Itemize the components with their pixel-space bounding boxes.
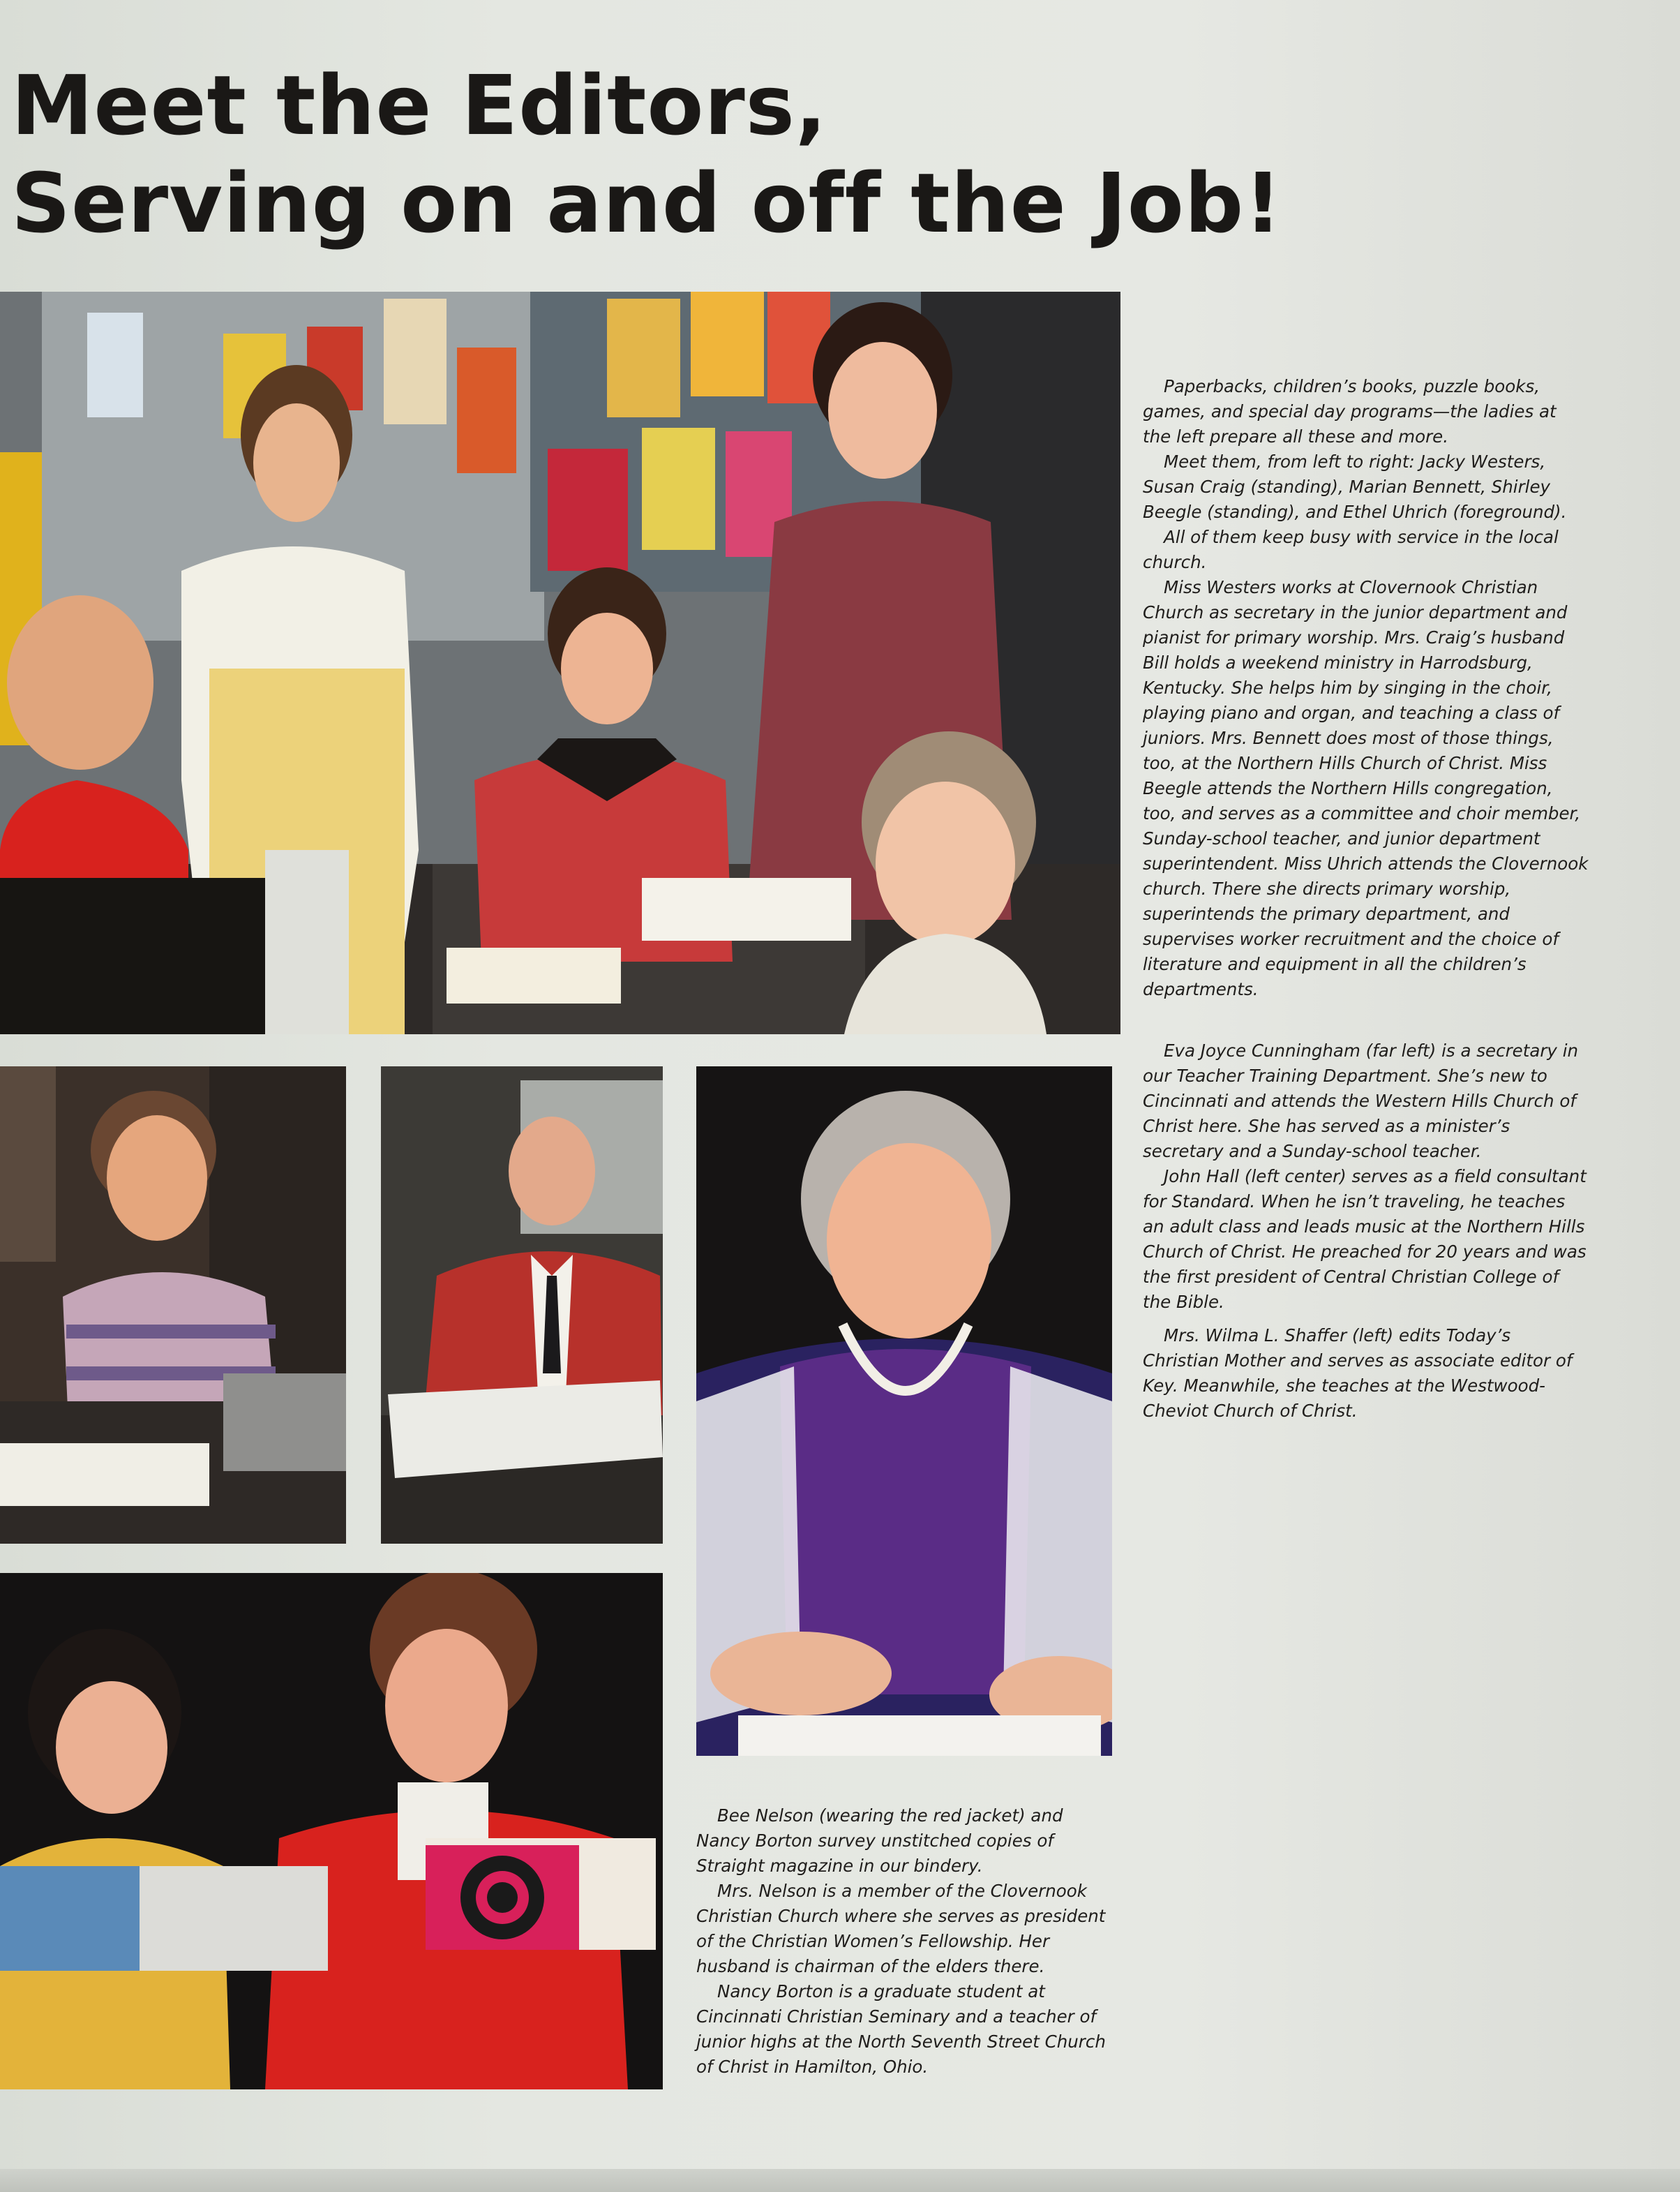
caption-paragraph: John Hall (left center) serves as a field consultant for Standard. When he isn’t traveling, he teaches an adult class and leads music at the Northern Hills Church of Christ. He preached for 20 years and was the first president of Central Christian College of the Bible. [1143,1166,1587,1312]
caption-column-bottom [696,1803,1122,2080]
caption-paragraph: Bee Nelson (wearing the red jacket) and Nancy Borton survey unstitched copies of Straight magazine in our bindery. [696,1805,1063,1876]
caption-paragraph: Mrs. Nelson is a member of the Clovernook Christian Church where she serves as president of the Christian Women’s Fellowship. Her husband is chairman of the elders there. [696,1881,1106,1976]
headline-line-2: Serving on and off the Job! [11,155,1283,251]
caption-paragraph: Paperbacks, children’s books, puzzle books, games, and special day programs—the ladies at the left prepare all these and more. [1143,376,1557,447]
caption-paragraph: Meet them, from left to right: Jacky Westers, Susan Craig (standing), Marian Bennett, Shirley Beegle (standing), and Ethel Uhrich (foreground). [1143,452,1567,522]
caption-paragraph: All of them keep busy with service in the local church. [1143,527,1559,572]
photo-john-hall [381,1066,663,1544]
photo-bindery [0,1573,663,2089]
caption-column-right [1143,374,1589,1424]
caption-paragraph: Eva Joyce Cunningham (far left) is a secretary in our Teacher Training Department. She’s new to Cincinnati and attends the Western Hills Church of Christ here. She has served as a minister’s secretary and a Sunday-school teacher. [1143,1041,1579,1161]
caption-paragraph: Miss Westers works at Clovernook Christian Church as secretary in the junior department and pianist for primary worship. Mrs. Craig’s husband Bill holds a weekend ministry in Harrodsburg, Kentucky. She helps him by singing in the choir, playing piano and organ, and teaching a class of juniors. Mrs. Bennett does most of those things, too, at the Northern Hills Church of Christ. Miss Beegle attends the Northern Hills congregation, too, and serves as a committee and choir member, Sunday-school teacher, and junior department superintendent. Miss Uhrich attends the Clovernook church. There she directs primary worship, superintends the primary department, and supervises worker recruitment and the choice of literature and equipment in all the children’s departments. [1143,577,1589,999]
photo-wilma-shaffer [696,1066,1112,1756]
caption-paragraph: Mrs. Wilma L. Shaffer (left) edits Today’s Christian Mother and serves as associate editor of Key. Meanwhile, she teaches at the Westwood-Cheviot Church of Christ. [1143,1325,1573,1421]
page-bottom-edge [0,2169,1680,2192]
photo-group-editors [0,292,1120,1034]
caption-paragraph: Nancy Borton is a graduate student at Cincinnati Christian Seminary and a teacher of junior highs at the North Seventh Street Church of Christ in Hamilton, Ohio. [696,1981,1106,2077]
headline-line-1: Meet the Editors, [11,57,827,154]
photo-cunningham [0,1066,346,1544]
